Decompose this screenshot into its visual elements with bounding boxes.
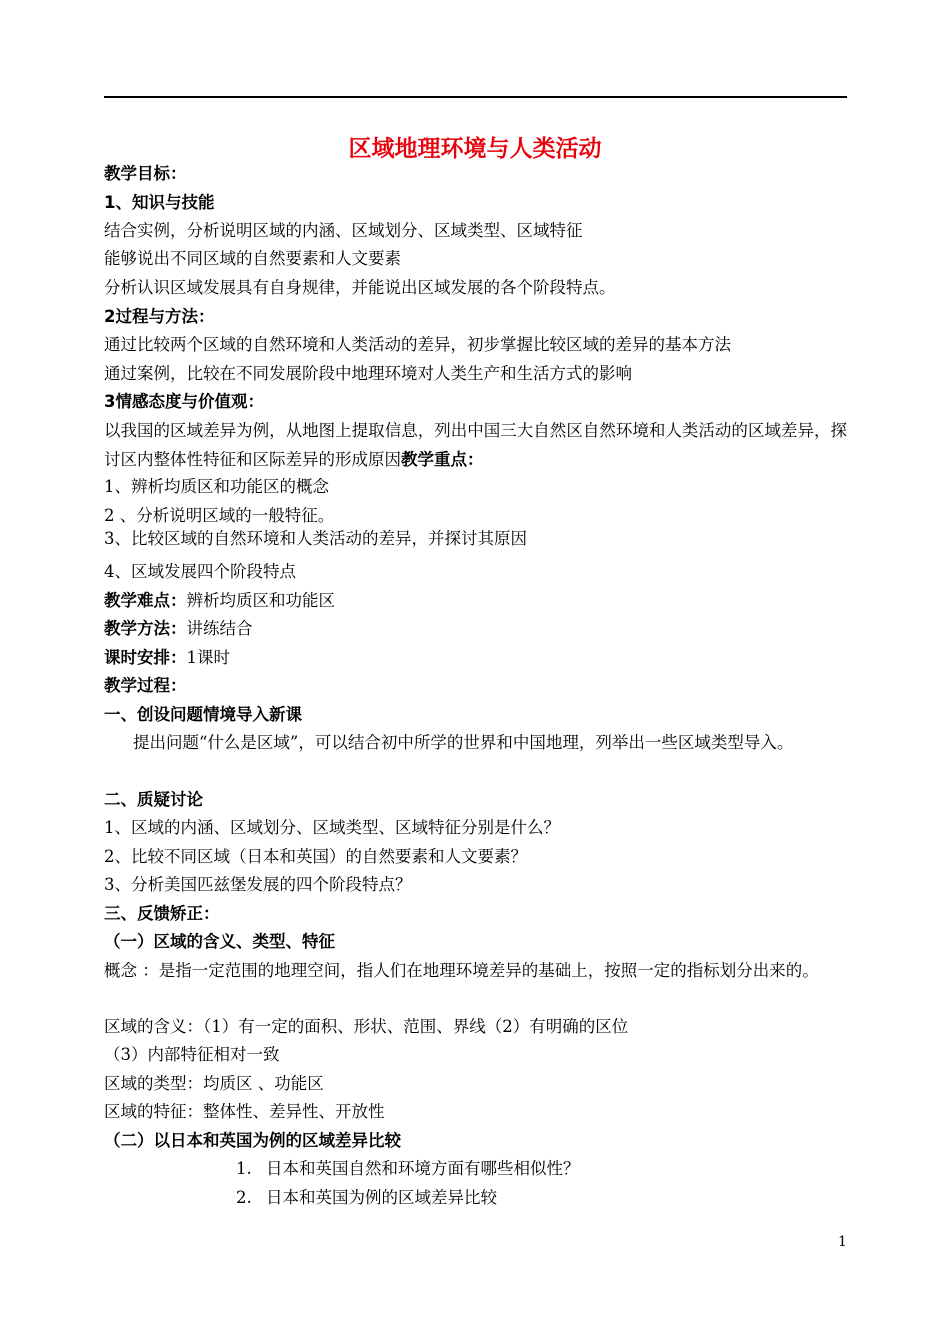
method-label: 教学方法： (104, 619, 187, 638)
discussion-item: 1、区域的内涵、区域划分、区域类型、区域特征分别是什么？ (104, 818, 560, 837)
knowledge-item: 结合实例，分析说明区域的内涵、区域划分、区域类型、区域特征 (104, 221, 583, 240)
knowledge-heading: 1、知识与技能 (104, 193, 215, 212)
item-text: 日本和英国自然和环境方面有哪些相似性？ (266, 1159, 580, 1178)
page-number: 1 (838, 1234, 847, 1250)
section2-heading: 二、质疑讨论 (104, 790, 203, 809)
process-item: 通过比较两个区域的自然环境和人类活动的差异，初步掌握比较区域的差异的基本方法 (104, 335, 731, 354)
key-points-heading: 教学重点： (401, 450, 484, 469)
region-types: 区域的类型：均质区 、功能区 (104, 1074, 324, 1093)
key-point-item: 3、比较区域的自然环境和人类活动的差异，并探讨其原因 (104, 529, 527, 548)
section1-heading: 一、创设问题情境导入新课 (104, 705, 302, 724)
difficulty-line (104, 590, 335, 612)
subsection1-heading: （一）区域的含义、类型、特征 (104, 932, 335, 951)
discussion-item: 2、比较不同区域（日本和英国）的自然要素和人文要素？ (104, 847, 527, 866)
process-heading: 2过程与方法： (104, 307, 215, 326)
key-point-item: 4、区域发展四个阶段特点 (104, 562, 296, 581)
method-value: 讲练结合 (186, 619, 253, 638)
key-point-item: 2 、分析说明区域的一般特征。 (104, 506, 335, 525)
method-line (104, 618, 253, 640)
concept-text: 概念 ：是指一定范围的地理空间，指人们在地理环境差异的基础上，按照一定的指标划分出来的。 (104, 961, 819, 980)
process-section-heading: 教学过程： (104, 676, 187, 695)
item-number: 1. (236, 1159, 252, 1178)
item-text: 日本和英国为例的区域差异比较 (266, 1188, 497, 1207)
region-features: 区域的特征：整体性、差异性、开放性 (104, 1102, 385, 1121)
section1-text: 提出问题“什么是区域”，可以结合初中所学的世界和中国地理，列举出一些区域类型导入。 (133, 733, 794, 752)
knowledge-item: 能够说出不同区域的自然要素和人文要素 (104, 249, 401, 268)
objectives-heading: 教学目标： (104, 164, 187, 183)
knowledge-item: 分析认识区域发展具有自身规律，并能说出区域发展的各个阶段特点。 (104, 278, 616, 297)
header-rule (104, 96, 847, 98)
section3-heading: 三、反馈矫正： (104, 904, 220, 923)
subsection2-heading: （二）以日本和英国为例的区域差异比较 (104, 1131, 401, 1150)
difficulty-label: 教学难点： (104, 591, 187, 610)
discussion-item: 3、分析美国匹兹堡发展的四个阶段特点？ (104, 875, 412, 894)
item-number: 2. (236, 1188, 252, 1207)
key-point-item: 1、辨析均质区和功能区的概念 (104, 477, 329, 496)
schedule-value: 1课时 (186, 648, 230, 667)
comparison-item (236, 1187, 497, 1209)
schedule-line (104, 647, 230, 669)
document-title: 区域地理环境与人类活动 (348, 136, 602, 162)
region-meaning: 区域的含义：（1）有一定的面积、形状、范围、界线（2）有明确的区位 (104, 1017, 629, 1036)
attitude-text: 以我国的区域差异为例，从地图上提取信息，列出中国三大自然区自然环境和人类活动的区域差异，探讨区内整体性特征和区际差异的形成原因 (104, 421, 847, 469)
process-item: 通过案例，比较在不同发展阶段中地理环境对人类生产和生活方式的影响 (104, 364, 632, 383)
schedule-label: 课时安排： (104, 648, 187, 667)
attitude-heading: 3情感态度与价值观： (104, 392, 264, 411)
difficulty-value: 辨析均质区和功能区 (186, 591, 335, 610)
region-meaning-cont: （3）内部特征相对一致 (104, 1045, 280, 1064)
attitude-paragraph (104, 416, 847, 474)
comparison-item (236, 1158, 580, 1180)
